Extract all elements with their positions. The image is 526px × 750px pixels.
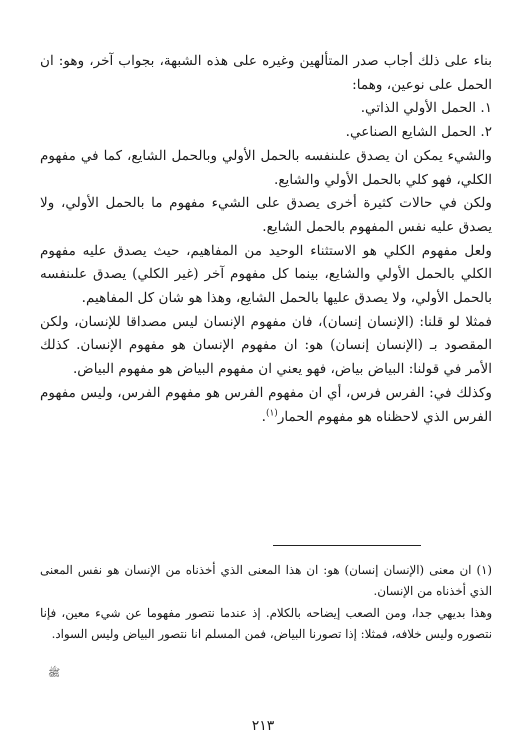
paragraph-4-line-2: مفهوم الكلي، فهو كلي بالحمل الأولي والشايع. xyxy=(40,147,492,188)
paragraph-5 xyxy=(40,192,492,239)
paragraph-6-line-2: مفهوم الكلي بالحمل الأولي والشايع، بينما كل مفهوم آخر (غير الكلي) يصدق xyxy=(40,242,492,283)
footnote-2-line-1: وهذا بديهي جدا، ومن الصعب إيضاحه بالكلام. إذ عندما نتصور مفهوما عن شيء xyxy=(95,605,493,620)
paragraph-1 xyxy=(40,50,492,97)
footnote-reference[interactable]: (١) xyxy=(265,408,278,419)
paragraph-7-line-4: مفهوم البياض. xyxy=(72,361,155,378)
footnote-1-line-1: (١) ان معنى (الإنسان إنسان) هو: ان هذا المعنى الذي أخذناه من الإنسان هو نفس xyxy=(77,563,492,577)
footnotes-section xyxy=(40,560,492,646)
paragraph-7-line-3: الإنسان. كذلك الأمر في قولنا: البياض بياض، فهو يعني ان مفهوم البياض هو xyxy=(40,337,492,378)
paragraph-7 xyxy=(40,311,492,382)
paragraph-1-line-1: بناء على ذلك أجاب صدر المتألهين وغيره على هذه الشبهة، بجواب آخر، xyxy=(89,53,492,69)
footnote-1-line-2: المعنى الذي أخذناه من الإنسان. xyxy=(40,563,492,599)
footnote-2 xyxy=(40,603,492,646)
paragraph-7-line-2: للإنسان، ولكن المقصود بـ (الإنسان إنسان) هو: ان مفهوم الإنسان هو مفهوم xyxy=(40,313,492,354)
paragraph-3 xyxy=(40,121,492,145)
paragraph-8-line-1: وكذلك في: الفرس فرس، أي ان مفهوم الفرس هو مفهوم الفرس، وليس xyxy=(80,384,492,401)
main-text xyxy=(40,50,492,429)
salutation-mark: ﷺ xyxy=(48,668,61,679)
footnote-1 xyxy=(40,560,492,603)
paragraph-6-line-1: ولعل مفهوم الكلي هو الاستثناء الوحيد من المفاهيم، حيث يصدق عليه xyxy=(82,242,492,259)
page-number: ٢١٣ xyxy=(251,718,275,734)
footnote-separator-line xyxy=(273,545,421,546)
paragraph-6 xyxy=(40,240,492,311)
paragraph-1-line-2: وهو: ان الحمل على نوعين، وهما: xyxy=(40,53,492,93)
paragraph-5-line-2: ولا يصدق عليه نفس المفهوم بالحمل الشايع. xyxy=(40,195,492,235)
footnote-2-line-2: معين، فإنا نتصوره وليس خلافه، فمثلا: إذا تصورنا البياض، فمن المسلم انا نتصور xyxy=(40,605,492,642)
paragraph-4-line-1: والشيء يمكن ان يصدق علىنفسه بالحمل الأولي وبالحمل الشايع، كما في xyxy=(80,147,492,164)
paragraph-4 xyxy=(40,145,492,192)
paragraph-8-line-2: مفهوم الفرس الذي لاحظناه هو مفهوم الحمار xyxy=(40,384,492,425)
paragraph-7-line-1: فمثلا لو قلنا: (الإنسان إنسان)، فان مفهوم الإنسان ليس مصداقا xyxy=(126,313,492,330)
paragraph-8-end-period: . xyxy=(261,408,266,425)
paragraph-6-line-4: المفاهيم. xyxy=(81,290,134,307)
paragraph-2 xyxy=(40,97,492,121)
paragraph-5-line-1: ولكن في حالات كثيرة أخرى يصدق على الشيء مفهوم ما بالحمل الأولي، xyxy=(60,195,492,212)
paragraph-8 xyxy=(40,382,492,429)
footnote-2-line-3: البياض وليس السواد. xyxy=(51,627,155,642)
paragraph-6-line-3: علىنفسه بالحمل الأولي، ولا يصدق عليها بالحمل الشايع، وهذا هو شان كل xyxy=(40,266,492,307)
paragraph-2-line-1: ١. الحمل الأولي الذاتي. xyxy=(360,100,492,117)
paragraph-3-line-1: ٢. الحمل الشايع الصناعي. xyxy=(345,124,492,141)
